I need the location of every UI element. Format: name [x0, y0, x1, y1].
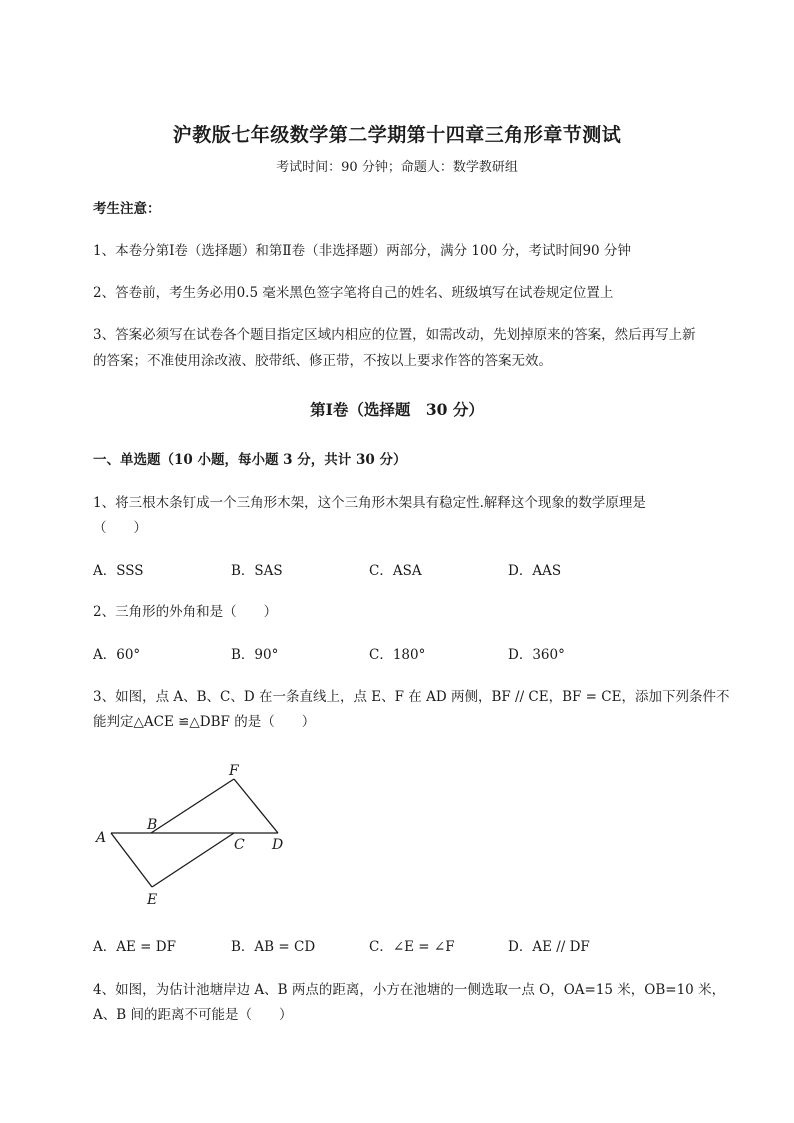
question-4-text: 4、如图，为估计池塘岸边 A、B 两点的距离，小方在池塘的一侧选取一点 O，OA=15 米，OB=10 米， [93, 982, 726, 998]
question-2-option-d[interactable]: D．360° [508, 647, 565, 663]
part-heading: 一、单选题（10 小题，每小题 3 分，共计 30 分） [93, 452, 407, 468]
question-2-options [93, 642, 753, 668]
question-2-option-b[interactable]: B．90° [231, 647, 279, 663]
question-2-option-a[interactable]: A．60° [93, 647, 141, 663]
exam-subtitle: 考试时间：90 分钟；命题人：数学教研组 [276, 160, 518, 175]
question-3-text-2: 能判定△ACE ≌△DBF 的是（ ） [93, 714, 316, 730]
question-3-option-c[interactable]: C．∠E = ∠F [369, 939, 455, 955]
question-3-options [93, 934, 753, 960]
segment-bf [151, 779, 234, 833]
notice-heading: 考生注意： [93, 201, 161, 217]
question-3-option-b[interactable]: B．AB = CD [231, 939, 316, 955]
question-1-option-c[interactable]: C．ASA [369, 563, 422, 579]
segment-ae [111, 833, 152, 887]
point-label-e: E [147, 892, 158, 908]
question-3-figure [92, 760, 302, 910]
question-1-option-b[interactable]: B．SAS [231, 563, 283, 579]
question-1-text: 1、将三根木条钉成一个三角形木架，这个三角形木架具有稳定性.解释这个现象的数学原理是 [93, 495, 646, 511]
notice-item-3-line-1: 3、答案必须写在试卷各个题目指定区域内相应的位置，如需改动，先划掉原来的答案，然后再写上新 [93, 327, 696, 343]
notice-item-3-line-2: 的答案；不准使用涂改液、胶带纸、修正带，不按以上要求作答的答案无效。 [93, 353, 552, 369]
exam-title: 沪教版七年级数学第二学期第十四章三角形章节测试 [172, 124, 622, 146]
segment-fd [234, 779, 278, 833]
point-label-f: F [229, 763, 239, 779]
section-title: 第Ⅰ卷（选择题 30 分） [310, 400, 484, 419]
notice-item-1: 1、本卷分第Ⅰ卷（选择题）和第Ⅱ卷（非选择题）两部分，满分 100 分，考试时间90 分钟 [93, 243, 631, 259]
point-label-a: A [96, 830, 107, 846]
question-4-text-2: A、B 间的距离不可能是（ ） [93, 1007, 293, 1023]
question-1-options [93, 558, 753, 584]
point-label-b: B [147, 817, 158, 833]
question-1-option-d[interactable]: D．AAS [508, 563, 562, 579]
question-1-option-a[interactable]: A．SSS [93, 563, 144, 579]
question-3-text: 3、如图，点 A、B、C、D 在一条直线上，点 E、F 在 AD 两侧，BF // CE，BF = CE，添加下列条件不 [93, 689, 730, 705]
question-2-text: 2、三角形的外角和是（ ） [93, 604, 278, 620]
point-label-c: C [234, 837, 245, 853]
question-3-option-d[interactable]: D．AE // DF [508, 939, 590, 955]
segment-ec [152, 833, 234, 887]
point-label-d: D [272, 837, 284, 853]
notice-item-2: 2、答卷前，考生务必用0.5 毫米黑色签字笔将自己的姓名、班级填写在试卷规定位置上 [93, 285, 614, 301]
question-1-blank: （ ） [93, 520, 147, 536]
question-3-option-a[interactable]: A．AE = DF [93, 939, 176, 955]
question-2-option-c[interactable]: C．180° [369, 647, 426, 663]
